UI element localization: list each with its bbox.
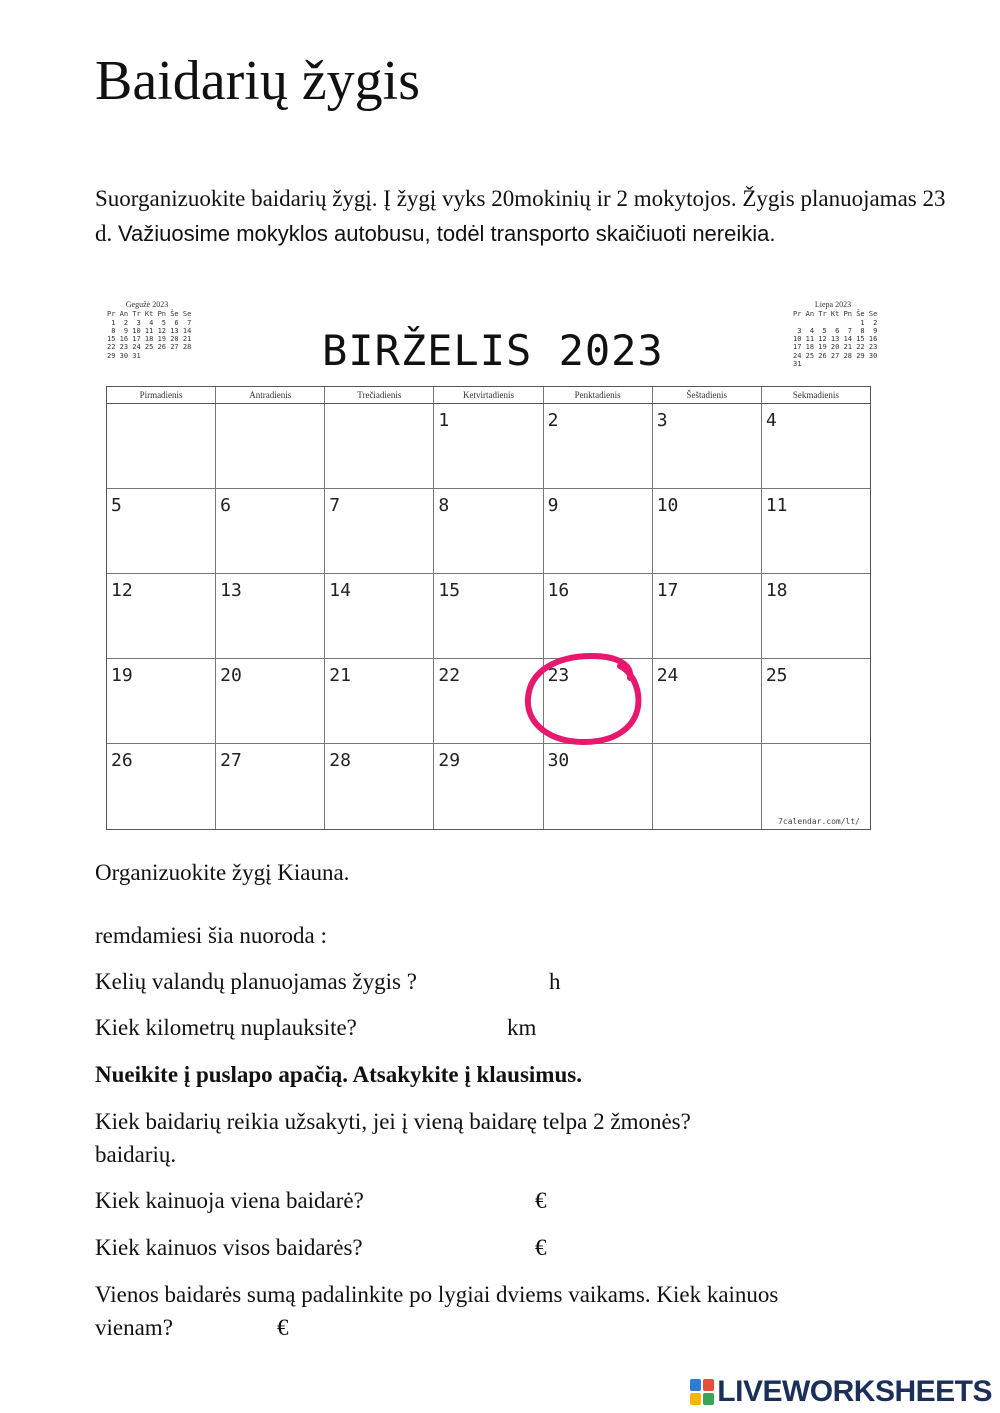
day-number: 27: [220, 750, 242, 771]
question-total-price: Kiek kainuos visos baidarės?: [95, 1235, 363, 1260]
calendar-day-cell: [544, 489, 653, 573]
calendar-day-cell: [653, 404, 762, 488]
day-number: 23: [547, 665, 570, 686]
calendar-day-cell: [544, 744, 653, 829]
calendar-week-row: [107, 659, 870, 744]
calendar-day-cell: [544, 574, 653, 658]
calendar-day-cell: [325, 744, 434, 829]
day-23-circle: [520, 650, 650, 750]
day-number: 14: [329, 580, 351, 601]
calendar-day-cell: [653, 659, 762, 743]
day-number: 21: [329, 665, 351, 686]
hours-unit: h: [549, 969, 561, 994]
calendar-day-cell: [434, 489, 543, 573]
day-number: 17: [656, 580, 679, 601]
calendar-day-cell: [434, 404, 543, 488]
day-number: 9: [547, 495, 559, 516]
per-child-label: vienam?: [95, 1315, 173, 1340]
mini-prev-title: Gegužė 2023: [125, 300, 169, 309]
mini-prev-row: 29 30 31: [107, 351, 141, 360]
mini-next-row: 10 11 12 13 14 15 16: [793, 335, 878, 344]
calendar-credit: 7calendar.com/lt/: [778, 817, 860, 826]
mini-next-row: 31: [793, 360, 802, 369]
question-per-child: Vienos baidarės sumą padalinkite po lygiai dviems vaikams. Kiek kainuos: [95, 1282, 779, 1307]
mini-next-title: Liepa 2023: [814, 300, 852, 309]
total-price-unit: €: [535, 1235, 547, 1260]
logo-mark-square: [690, 1379, 701, 1391]
per-child-unit: €: [277, 1315, 289, 1340]
mini-prev-row: 8 9 10 11 12 13 14: [107, 326, 192, 335]
weekday-header: Antradienis: [216, 387, 325, 403]
calendar-day-cell: [762, 404, 870, 488]
calendar-day-cell: [216, 404, 325, 488]
logo-mark-icon: [690, 1379, 714, 1405]
day-number: 15: [438, 580, 461, 601]
calendar-day-cell: [325, 574, 434, 658]
day-number: 8: [438, 495, 450, 516]
calendar-day-cell: [107, 574, 216, 658]
day-number: 20: [220, 665, 242, 686]
calendar-day-cell: [325, 404, 434, 488]
question-kayak-price: Kiek kainuoja viena baidarė?: [95, 1188, 364, 1213]
day-number: 13: [220, 580, 242, 601]
day-number: 2: [547, 410, 559, 431]
day-number: 10: [656, 495, 679, 516]
mini-calendar-next: [793, 300, 878, 369]
calendar-day-cell: [544, 404, 653, 488]
day-number: 11: [765, 495, 788, 516]
calendar-day-cell: [653, 744, 762, 829]
calendar-grid: [106, 386, 871, 830]
calendar-day-cell: [325, 659, 434, 743]
calendar-day-cell: [653, 574, 762, 658]
weekday-header: Penktadienis: [544, 387, 653, 403]
calendar-day-cell: [434, 744, 543, 829]
day-number: 7: [329, 495, 341, 516]
logo-mark-square: [690, 1393, 701, 1405]
mini-next-row: 3 4 5 6 7 8 9: [793, 326, 878, 335]
calendar-day-cell: [107, 659, 216, 743]
intro-serif-text: Suorganizuokite baidarių žygį. Į žygį vyks 20mokinių ir 2 mokytojos. Žygis planuojamas 23 d.: [95, 186, 946, 246]
calendar-day-cell: [107, 404, 216, 488]
calendar-day-cell: [107, 744, 216, 829]
question-organize: Organizuokite žygį Kiauna.: [95, 860, 350, 885]
question-kilometers: Kiek kilometrų nuplauksite?: [95, 1015, 357, 1040]
km-unit: km: [507, 1015, 537, 1040]
day-number: 29: [438, 750, 461, 771]
weekday-header: Sekmadienis: [792, 390, 839, 400]
calendar-day-cell: [216, 574, 325, 658]
calendar-week-row: [107, 574, 870, 659]
day-number: 28: [329, 750, 351, 771]
weekday-header: Trečiadienis: [325, 387, 434, 403]
mini-next-row: 17 18 19 20 21 22 23: [793, 343, 878, 352]
day-number: 16: [547, 580, 570, 601]
day-number: 30: [547, 750, 570, 771]
kayak-price-unit: €: [535, 1188, 547, 1213]
weekday-header: Pirmadienis: [107, 387, 216, 403]
mini-calendar-prev: [107, 300, 192, 360]
mini-prev-row: 1 2 3 4 5 6 7: [107, 318, 192, 327]
mini-next-header: Pr An Tr Kt Pn Še Se: [793, 310, 878, 319]
instruction-bold: Nueikite į puslapo apačią. Atsakykite į klausimus.: [95, 1062, 582, 1087]
question-reference: remdamiesi šia nuoroda :: [95, 923, 327, 948]
calendar-week-row: [107, 489, 870, 574]
intro-paragraph: [95, 181, 955, 251]
calendar-day-cell: [216, 489, 325, 573]
mini-prev-row: 22 23 24 25 26 27 28: [107, 343, 192, 352]
calendar-title: BIRŽELIS 2023: [322, 326, 664, 375]
mini-next-row: 1 2: [793, 318, 878, 327]
mini-prev-header: Pr An Tr Kt Pn Še Se: [107, 310, 192, 319]
calendar-week-row: [107, 404, 870, 489]
calendar-day-cell: [762, 659, 870, 743]
liveworksheets-logo: [690, 1374, 992, 1410]
day-number: 26: [111, 750, 133, 771]
day-number: 18: [765, 580, 788, 601]
day-number: 19: [111, 665, 133, 686]
weekday-header: Ketvirtadienis: [434, 387, 543, 403]
logo-mark-square: [703, 1379, 714, 1391]
day-number: 5: [111, 495, 122, 516]
day-number: 12: [111, 580, 133, 601]
weekday-header: Šeštadienis: [653, 387, 762, 403]
calendar-week-row: [107, 744, 870, 829]
calendar-day-cell: [216, 659, 325, 743]
day-number: 1: [438, 410, 450, 431]
question-kayak-count: Kiek baidarių reikia užsakyti, jei į vieną baidarę telpa 2 žmonės?: [95, 1109, 691, 1134]
calendar-day-cell: [762, 489, 870, 573]
mini-prev-row: 15 16 17 18 19 20 21: [107, 335, 192, 344]
calendar-day-cell: [107, 489, 216, 573]
mini-next-row: 24 25 26 27 28 29 30: [793, 351, 878, 360]
day-number: 4: [765, 410, 777, 431]
day-number: 3: [656, 410, 668, 431]
logo-mark-square: [703, 1393, 714, 1405]
calendar-day-cell: [434, 574, 543, 658]
question-hours: Kelių valandų planuojamas žygis ?: [95, 969, 417, 994]
calendar-day-cell: [762, 744, 870, 829]
day-number: 25: [765, 665, 788, 686]
intro-sans-text: Važiuosime mokyklos autobusu, todėl transporto skaičiuoti nereikia: [118, 221, 770, 246]
calendar-day-cell: [325, 489, 434, 573]
page-title: Baidarių žygis: [95, 50, 421, 112]
calendar-day-cell: [762, 574, 870, 658]
day-number: 6: [220, 495, 231, 516]
calendar-day-cell: [216, 744, 325, 829]
weekday-header-row: [107, 387, 870, 404]
logo-text: LIVEWORKSHEETS: [717, 1375, 992, 1408]
day-number: 22: [438, 665, 461, 686]
intro-end: .: [769, 221, 776, 246]
kayak-count-unit: baidarių.: [95, 1142, 177, 1167]
day-number: 24: [656, 665, 679, 686]
calendar-day-cell: [653, 489, 762, 573]
